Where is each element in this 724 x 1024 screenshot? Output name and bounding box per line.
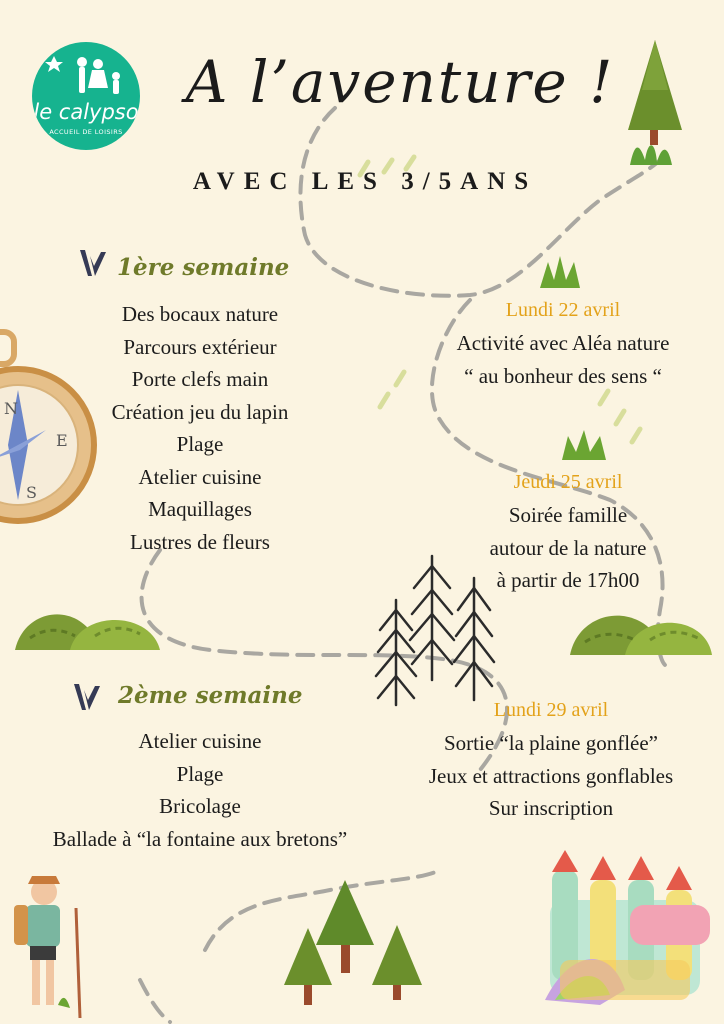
event-line: Sortie “la plaine gonflée” xyxy=(444,731,658,755)
event-line: à partir de 17h00 xyxy=(496,568,640,592)
week2-activity-list xyxy=(10,725,390,855)
list-item: Ballade à “la fontaine aux bretons” xyxy=(52,826,348,851)
event-date: Jeudi 25 avril xyxy=(513,471,623,493)
week2-heading: 2ème semaine xyxy=(118,682,303,709)
list-item: Maquillages xyxy=(148,497,252,521)
compass-letter-s: S xyxy=(26,483,37,502)
hiker-icon xyxy=(14,876,80,1018)
event-date: Lundi 29 avril xyxy=(493,699,609,721)
bush-icon xyxy=(15,614,160,650)
pine-tree-icon xyxy=(284,880,422,1005)
list-item: Création jeu du lapin xyxy=(111,399,289,424)
list-item: Bricolage xyxy=(159,794,241,818)
week1-activity-list xyxy=(70,298,330,558)
list-item: Parcours extérieur xyxy=(123,334,277,359)
list-item: Des bocaux nature xyxy=(121,302,279,326)
checkmark-icon xyxy=(78,248,108,278)
compass-letter-e: E xyxy=(56,431,68,450)
checkmark-icon xyxy=(72,682,102,712)
event-line: Jeux et attractions gonflables xyxy=(428,763,674,788)
event-lundi-29 xyxy=(390,693,712,825)
event-lundi-22 xyxy=(408,293,718,392)
logo-name: le calypso xyxy=(33,100,139,124)
compass-letter-n: N xyxy=(4,399,18,418)
bouncy-castle-icon xyxy=(545,850,710,1005)
poster-title: A l’aventure ! xyxy=(185,48,615,116)
event-line: Soirée famille xyxy=(508,503,628,527)
logo-family-icon xyxy=(32,48,140,108)
event-line: autour de la nature xyxy=(489,535,647,560)
list-item: Atelier cuisine xyxy=(138,464,262,489)
logo-tagline: ACCUEIL DE LOISIRS xyxy=(49,128,123,136)
poster-subtitle: AVEC LES 3/5ANS xyxy=(192,168,538,195)
event-line: Activité avec Aléa nature xyxy=(456,331,670,355)
event-line: “ au bonheur des sens “ xyxy=(464,363,662,388)
bush-icon xyxy=(570,616,712,655)
event-date: Lundi 22 avril xyxy=(505,299,621,321)
list-item: Porte clefs main xyxy=(131,367,269,391)
logo xyxy=(32,42,140,150)
week1-heading: 1ère semaine xyxy=(117,254,290,281)
event-line: Sur inscription xyxy=(488,796,614,820)
list-item: Atelier cuisine xyxy=(138,729,262,753)
list-item: Lustres de fleurs xyxy=(130,529,270,554)
list-item: Plage xyxy=(176,432,224,456)
list-item: Plage xyxy=(176,761,224,786)
event-jeudi-25 xyxy=(428,465,708,597)
